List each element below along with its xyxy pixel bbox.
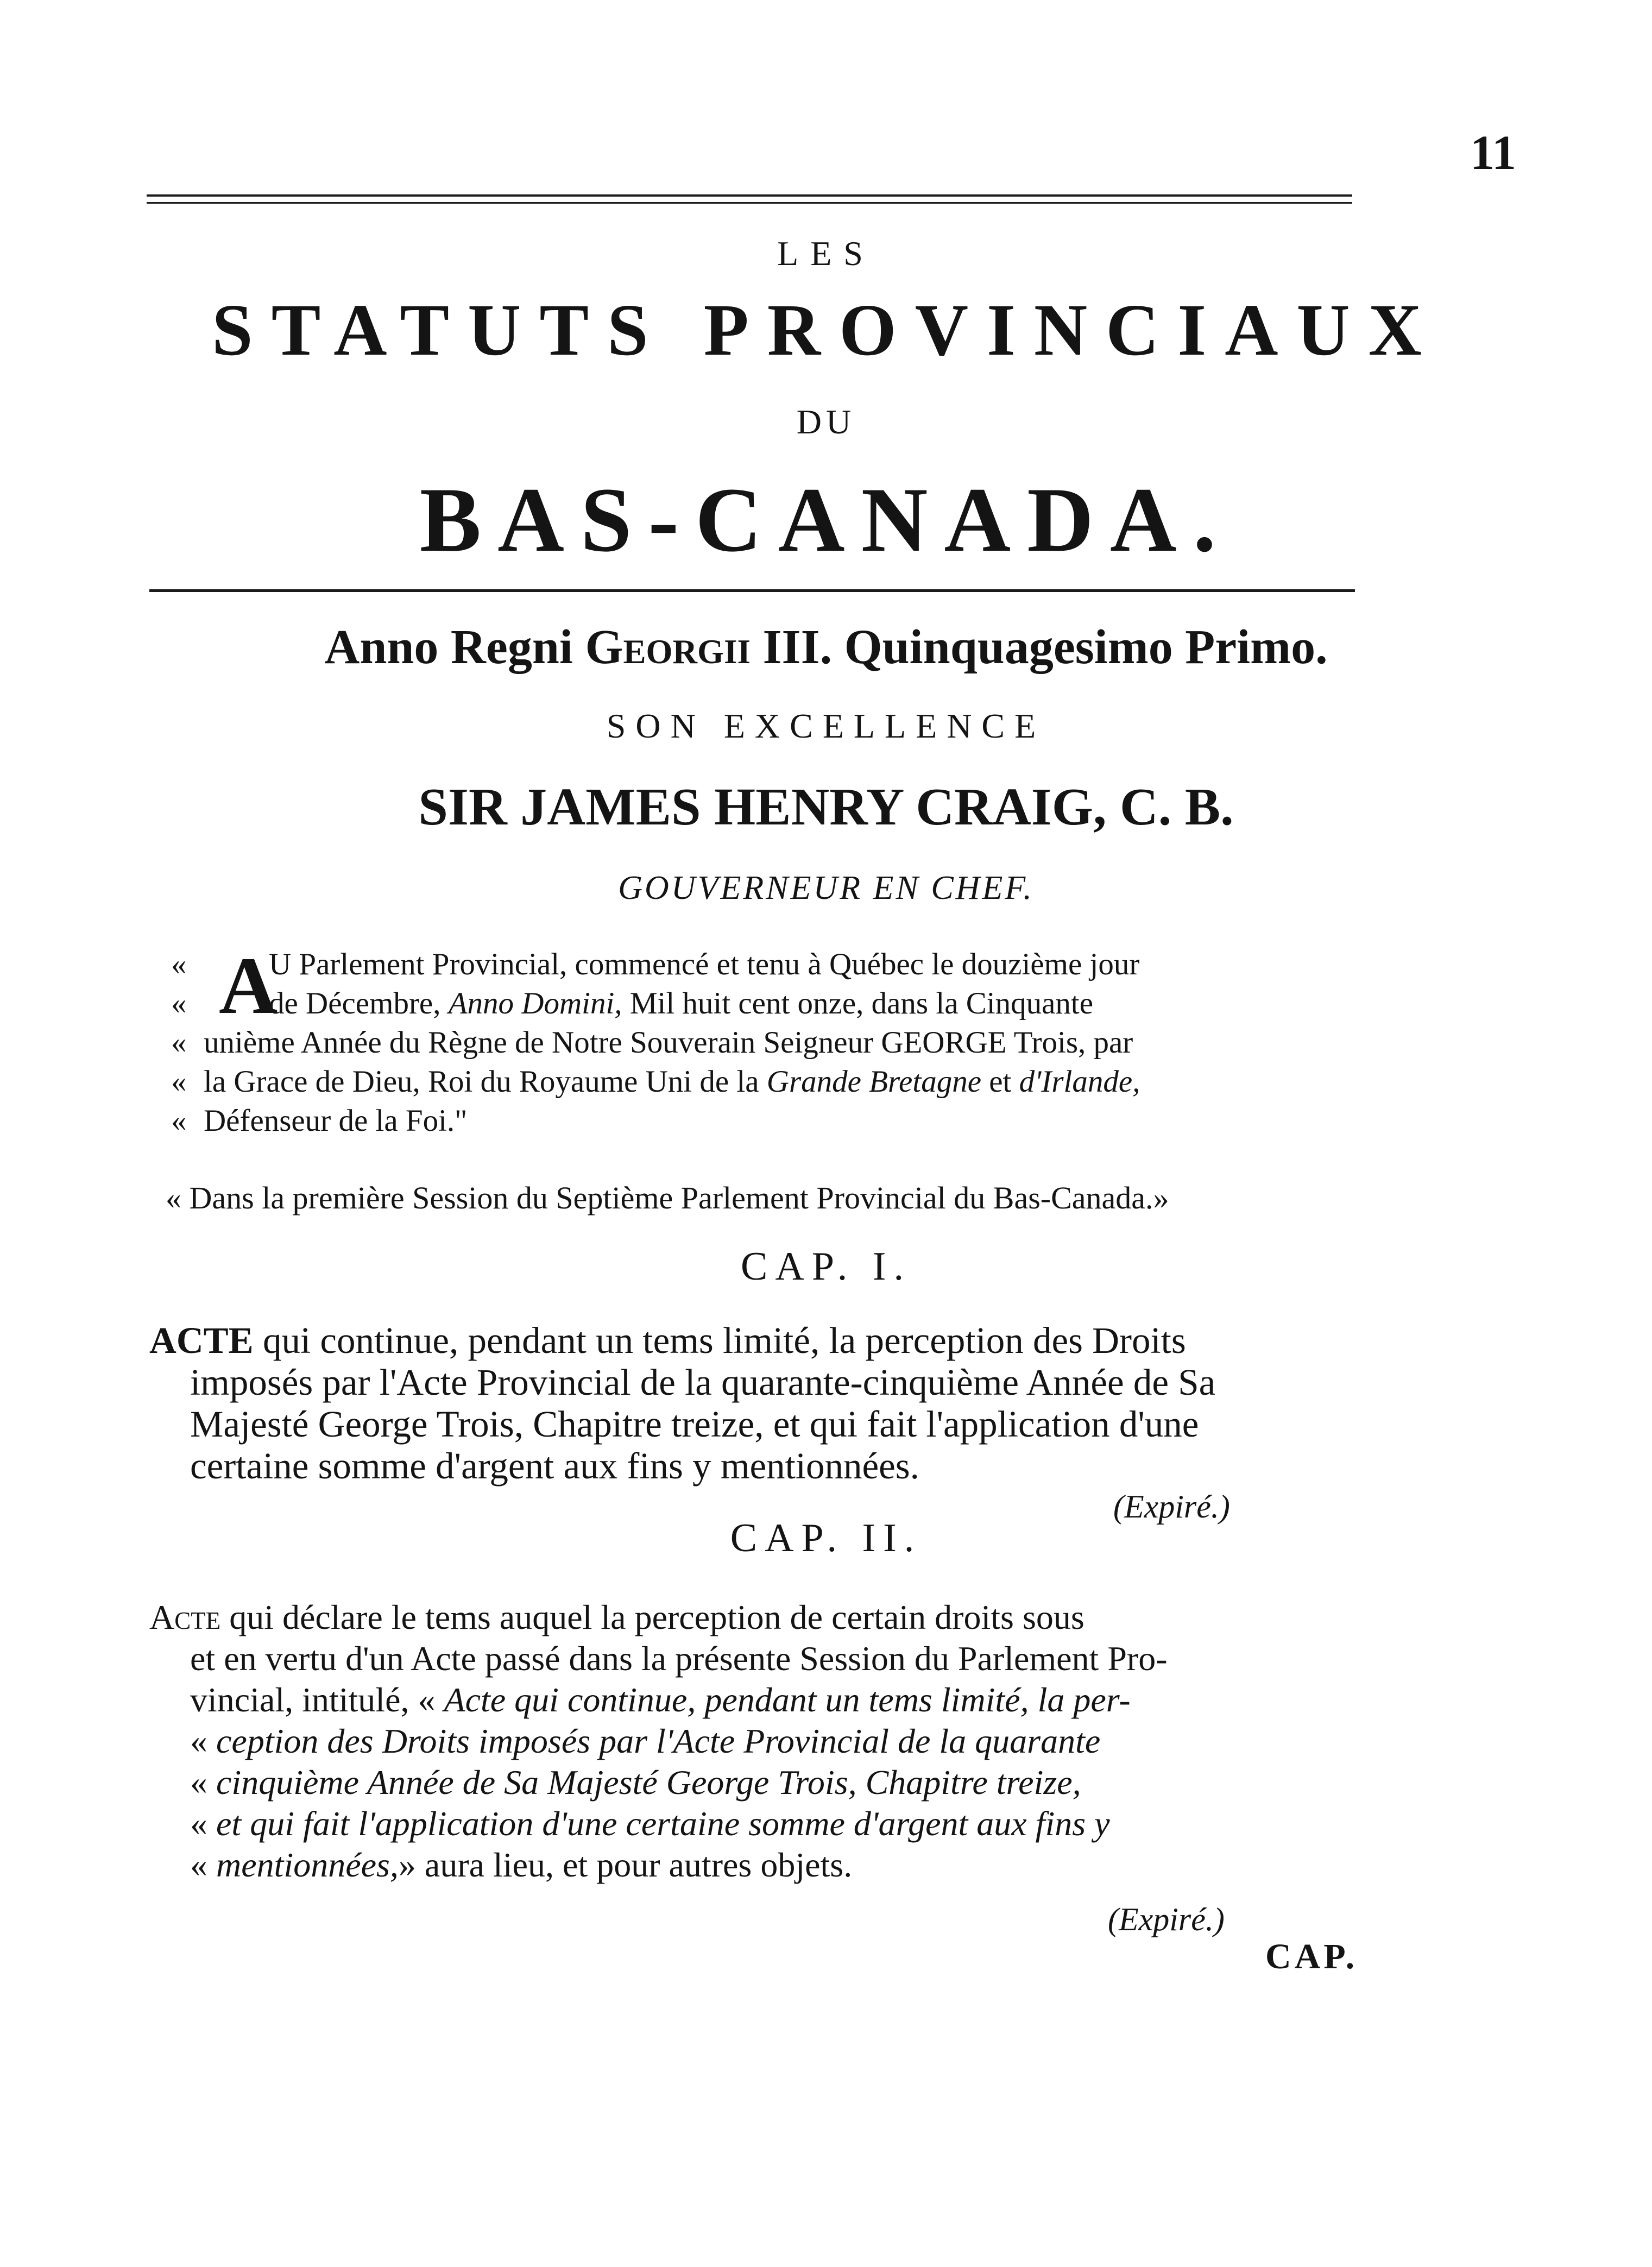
intro-line-2: « de Décembre, Anno Domini, Mil huit cent onze, dans la Cinquante <box>171 986 1094 1021</box>
cap-2-status: (Expiré.) <box>1108 1901 1225 1937</box>
cap-1-status: (Expiré.) <box>1113 1489 1230 1525</box>
cap-2-title: CAP. II. <box>730 1516 922 1560</box>
heading-les: LES <box>777 234 875 273</box>
session-line: « Dans la première Session du Septième Parlement Provincial du Bas-Canada.» <box>166 1180 1169 1216</box>
divider-rule <box>149 589 1355 592</box>
cap-2-text: Acte qui déclare le tems auquel la perception de certain droits sous et en vertu d'un Acte passé dans la présente Session du Parlement Pro- vincial, intitulé, « Acte qui continue, pendant un tems limité, la per- « ception des Droits imposés par l'Acte Provincial de la quarante « cinquième Année de Sa Majesté George Trois, Chapitre treize, « et qui fait l'application d'une certaine somme d'argent aux fins y « mentionnées,» aura lieu, et pour autres objets. <box>149 1598 1168 1884</box>
son-excellence: SON EXCELLENCE <box>606 707 1046 745</box>
intro-line-5: « Défenseur de la Foi." <box>171 1104 468 1138</box>
governor-name: SIR JAMES HENRY CRAIG, C. B. <box>418 778 1234 836</box>
intro-line-4: « la Grace de Dieu, Roi du Royaume Uni de la Grande Bretagne et d'Irlande, <box>171 1065 1140 1099</box>
top-rule-thin <box>147 202 1352 204</box>
intro-line-3: « unième Année du Règne de Notre Souverain Seigneur GEORGE Trois, par <box>171 1025 1133 1060</box>
top-rule <box>147 194 1352 197</box>
catchword: CAP. <box>1265 1937 1358 1976</box>
drop-cap: A <box>219 941 278 1031</box>
intro-paragraph <box>171 941 1366 1141</box>
heading-bas-canada: BAS-CANADA. <box>419 469 1233 571</box>
heading-statuts-provinciaux: STATUTS PROVINCIAUX <box>212 289 1440 371</box>
governor-title: GOUVERNEUR EN CHEF. <box>618 870 1034 906</box>
page-number: 11 <box>1470 126 1516 180</box>
cap-1-text: ACTE qui continue, pendant un tems limité, la perception des Droits imposés par l'Acte Provincial de la quarante-cinquième Année de Sa Majesté George Trois, Chapitre treize, et qui fait l'application d'une certaine somme d'argent aux fins y mentionnées. <box>149 1320 1216 1487</box>
intro-line-1: « U Parlement Provincial, commencé et tenu à Québec le douzième jour <box>171 947 1140 981</box>
regnal-year: Anno Regni Georgii III. Quinquagesimo Primo. <box>324 620 1328 674</box>
heading-du: DU <box>796 402 856 441</box>
cap-1-title: CAP. I. <box>741 1244 911 1289</box>
